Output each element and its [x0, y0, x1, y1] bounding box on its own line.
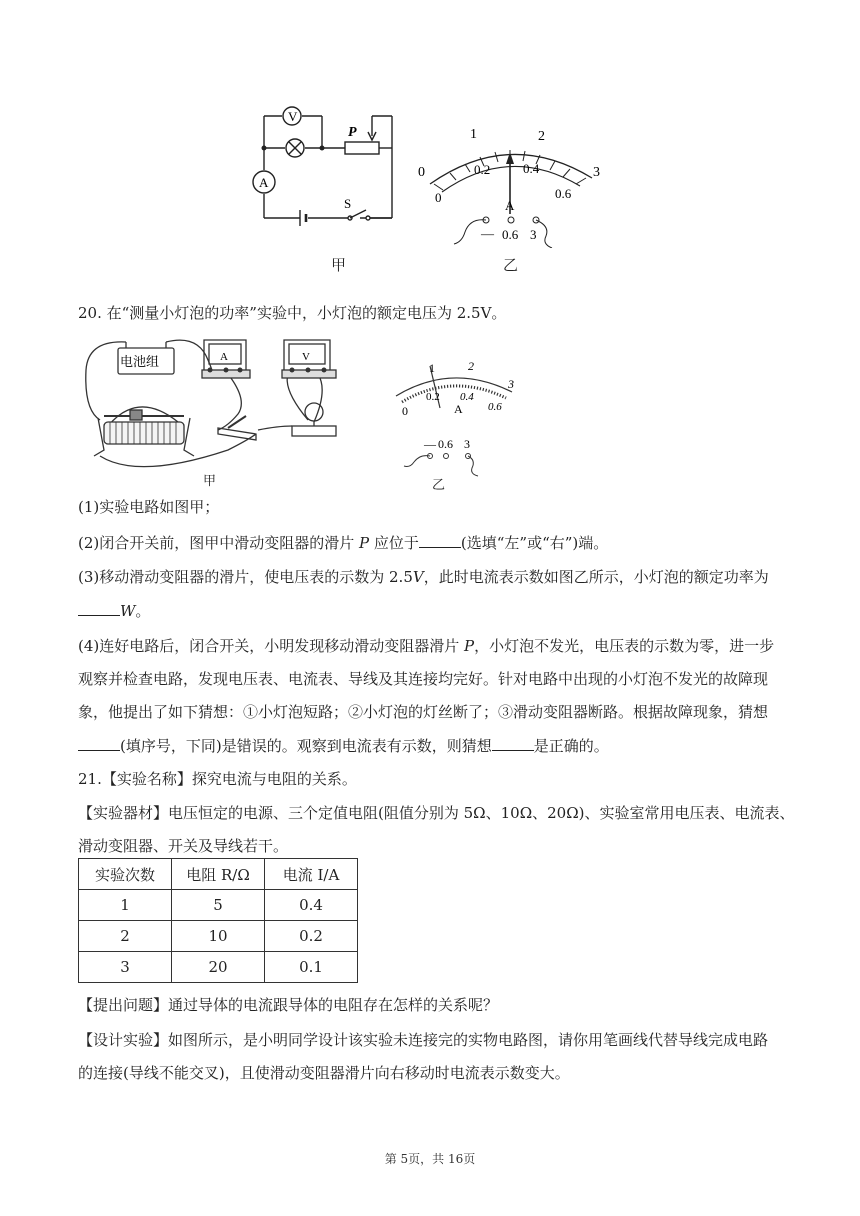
answer-blank[interactable] — [419, 533, 461, 548]
table-cell: 10 — [172, 921, 265, 952]
table-row — [79, 890, 358, 921]
data-table — [78, 858, 358, 983]
table-cell: 0.1 — [265, 952, 358, 983]
answer-blank[interactable] — [78, 601, 120, 616]
q21-design-line1: 【设计实验】如图所示，是小明同学设计该实验未连接完的实物电路图，请你用笔画线代替导线完成电路 — [78, 1031, 769, 1049]
voltmeter-symbol: V — [288, 109, 298, 124]
q20-dial-lower-tick: 0.2 — [426, 391, 440, 403]
battery-pack-label: 电池组 — [120, 354, 160, 369]
q20-dial-upper-tick: 3 — [508, 377, 514, 391]
table-header: 实验次数 — [79, 859, 172, 890]
top-circuit-diagram — [240, 100, 410, 270]
terminal-label: 3 — [530, 227, 537, 242]
q20-dial-upper-tick: 1 — [429, 361, 435, 375]
question-20-title: 20. 在“测量小灯泡的功率”实验中，小灯泡的额定电压为 2.5V。 — [78, 304, 507, 322]
q20-figure-label-yi: 乙 — [432, 478, 446, 493]
slider-p-label: P — [348, 125, 357, 140]
dial-lower-tick: 0.6 — [555, 186, 572, 201]
table-cell: 2 — [79, 921, 172, 952]
table-row — [79, 921, 358, 952]
dial-unit-label: A — [505, 198, 515, 213]
table-header: 电阻 R/Ω — [172, 859, 265, 890]
q20-part-2: (2)闭合开关前，图甲中滑动变阻器的滑片 P 应位于 (选填“左”或“右”)端。 — [78, 534, 609, 552]
question-21-title: 21.【实验名称】探究电流与电阻的关系。 — [78, 770, 357, 788]
q20-dial-upper-tick: 0 — [402, 404, 408, 418]
voltmeter-face-label: V — [302, 351, 310, 363]
q20-part-4-line4: (填序号，下同)是错误的。观察到电流表有示数，则猜想 是正确的。 — [78, 736, 609, 756]
q20-dial-lower-tick: 0.4 — [460, 391, 474, 403]
q20-physical-circuit — [78, 330, 358, 488]
q20-part-1: (1)实验电路如图甲； — [78, 498, 220, 516]
dial-lower-tick: 0.4 — [523, 161, 540, 176]
ammeter-face-label: A — [220, 351, 228, 363]
q21-materials-line1: 【实验器材】电压恒定的电源、三个定值电阻(阻值分别为 5Ω、10Ω、20Ω)、实验室常用电压表、电流表、 — [78, 804, 795, 822]
top-ammeter-dial — [410, 118, 610, 248]
table-cell: 0.2 — [265, 921, 358, 952]
q20-dial-unit: A — [454, 402, 463, 416]
dial-lower-tick: 0 — [435, 190, 442, 205]
ammeter-symbol: A — [259, 175, 269, 190]
terminal-label: — — [481, 226, 494, 241]
table-cell: 0.4 — [265, 890, 358, 921]
dial-upper-tick: 2 — [538, 129, 545, 144]
table-header-row — [79, 859, 358, 890]
dial-upper-tick: 1 — [470, 127, 477, 142]
q20-dial-upper-tick: 2 — [468, 360, 474, 373]
q20-terminal-label: — — [424, 437, 436, 451]
page-footer: 第 5页，共 16页 — [384, 1152, 476, 1166]
q20-dial-lower-tick: 0.6 — [488, 401, 502, 413]
figure-label-yi: 乙 — [503, 256, 519, 274]
dial-lower-tick: 0.2 — [474, 162, 491, 177]
figure-label-jia: 甲 — [331, 256, 347, 274]
answer-blank[interactable] — [78, 736, 120, 751]
q20-part-3-cont: W。 — [78, 601, 150, 621]
q20-part-4-line2: 观察并检查电路，发现电压表、电流表、导线及其连接均完好。针对电路中出现的小灯泡不发光的故障现 — [78, 670, 769, 688]
q20-part-4-line3: 象，他提出了如下猜想：①小灯泡短路；②小灯泡的灯丝断了；③滑动变阻器断路。根据故障现象，猜想 — [78, 703, 769, 721]
q20-part-4-line1: (4)连好电路后，闭合开关，小明发现移动滑动变阻器滑片 P，小灯泡不发光，电压表的示数为零，进一步 — [78, 637, 775, 655]
dial-upper-tick: 0 — [418, 165, 425, 180]
table-cell: 3 — [79, 952, 172, 983]
answer-blank[interactable] — [492, 736, 534, 751]
terminal-label: 0.6 — [502, 227, 519, 242]
q21-materials-line2: 滑动变阻器、开关及导线若干。 — [78, 837, 289, 855]
q20-terminal-label: 3 — [464, 437, 470, 451]
table-cell: 20 — [172, 952, 265, 983]
table-header: 电流 I/A — [265, 859, 358, 890]
table-cell: 5 — [172, 890, 265, 921]
table-row — [79, 952, 358, 983]
table-cell: 1 — [79, 890, 172, 921]
q21-design-line2: 的连接(导线不能交叉)，且使滑动变阻器滑片向右移动时电流表示数变大。 — [78, 1064, 570, 1082]
switch-s-label: S — [344, 196, 352, 211]
q20-part-3: (3)移动滑动变阻器的滑片，使电压表的示数为 2.5V，此时电流表示数如图乙所示，小灯泡的额定功率为 — [78, 568, 769, 586]
q20-terminal-label: 0.6 — [438, 437, 453, 451]
dial-upper-tick: 3 — [593, 165, 600, 180]
q20-ammeter-dial — [384, 360, 524, 490]
q21-question-line: 【提出问题】通过导体的电流跟导体的电阻存在怎样的关系呢？ — [78, 996, 499, 1014]
q20-figure-label-jia: 甲 — [203, 474, 217, 489]
